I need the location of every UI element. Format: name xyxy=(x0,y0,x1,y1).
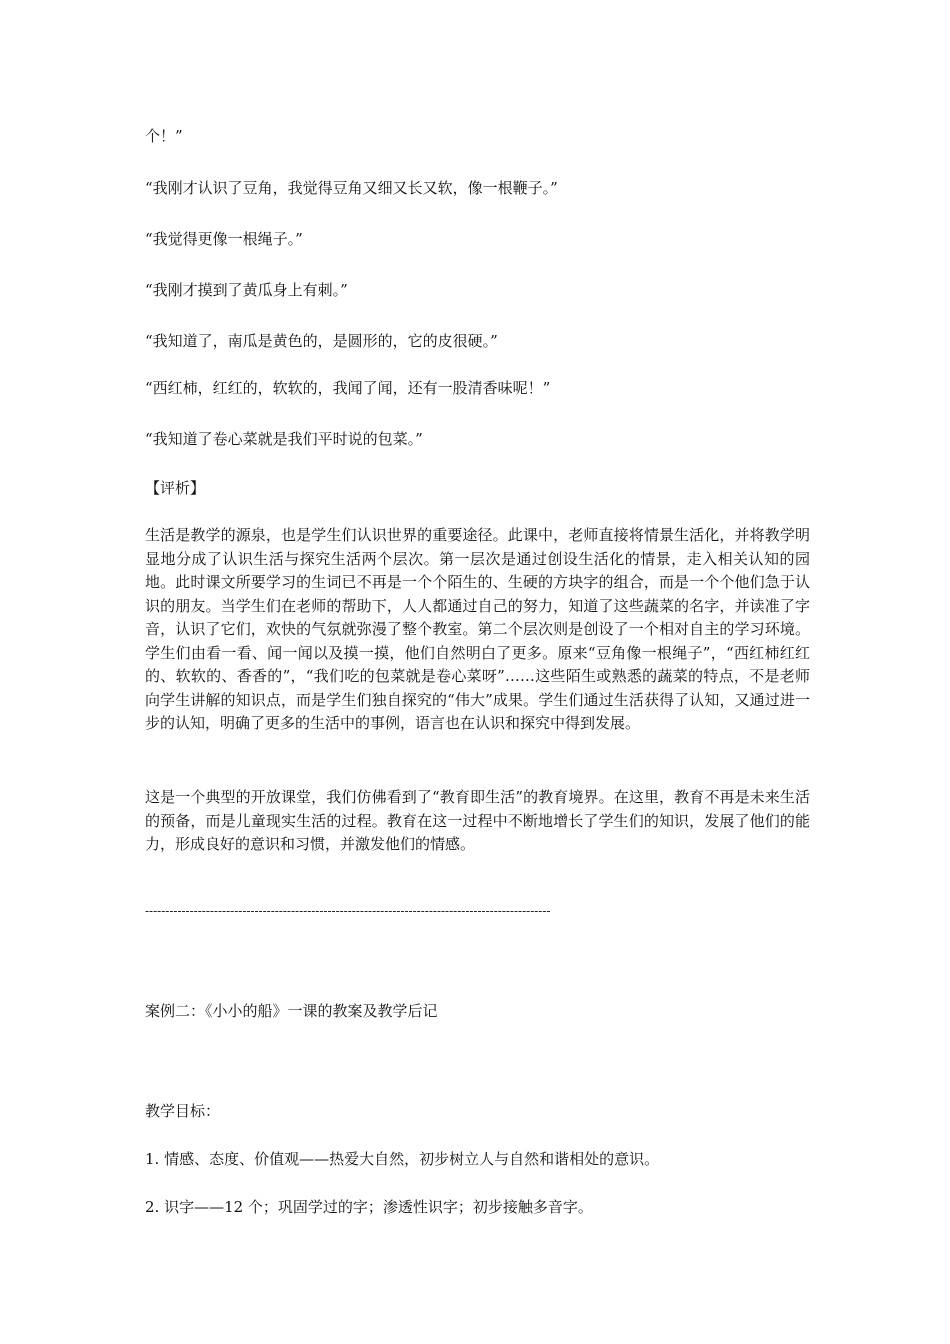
analysis-paragraph-1: 生活是教学的源泉，也是学生们认识世界的重要途径。此课中，老师直接将情景生活化，并将教学明显地分成了认识生活与探究生活两个层次。第一层次是通过创设生活化的情景，走入相关认知的园地。此时课文所要学习的生词已不再是一个个陌生的、生硬的方块字的组合，而是一个个他们急于认识的朋友。当学生们在老师的帮助下，人人都通过自己的努力，知道了这些蔬菜的名字，并读准了字音，认识了它们，欢快的气氛就弥漫了整个教室。第二个层次则是创设了一个相对自主的学习环境。学生们由看一看、闻一闻以及摸一摸，他们自然明白了更多。原来“豆角像一根绳子”，“西红柿红红的、软软的、香香的”，“我们吃的包菜就是卷心菜呀”……这些陌生或熟悉的蔬菜的特点，不是老师向学生讲解的知识点，而是学生们独自探究的“伟大”成果。学生们通过生活获得了认知，又通过进一步的认知，明确了更多的生活中的事例，语言也在认识和探究中得到发展。 xyxy=(145,526,810,732)
dialogue-line-1: 个！” xyxy=(145,127,183,145)
goal-item-2: 2. 识字——12 个；巩固学过的字；渗透性识字；初步接触多音字。 xyxy=(145,1198,593,1216)
goal-item-1: 1. 情感、态度、价值观——热爱大自然，初步树立人与自然和谐相处的意识。 xyxy=(145,1150,660,1168)
dialogue-line-5: “我知道了，南瓜是黄色的，是圆形的，它的皮很硬。” xyxy=(145,332,498,350)
goals-label: 教学目标： xyxy=(145,1102,221,1120)
analysis-paragraph-2: 这是一个典型的开放课堂，我们仿佛看到了“教育即生活”的教育境界。在这里，教育不再是未来生活的预备，而是儿童现实生活的过程。教育在这一过程中不断地增长了学生们的知识，发展了他们的能力，形成良好的意识和习惯，并激发他们的情感。 xyxy=(145,788,810,853)
dialogue-line-6: “西红柿，红红的，软软的，我闻了闻，还有一股清香味呢！” xyxy=(145,379,551,397)
dialogue-line-7: “我知道了卷心菜就是我们平时说的包菜。” xyxy=(145,430,423,448)
case-title: 案例二：《小小的船》一课的教案及教学后记 xyxy=(145,1002,438,1020)
dialogue-line-4: “我刚才摸到了黄瓜身上有刺。” xyxy=(145,281,348,299)
analysis-heading: 【评析】 xyxy=(145,479,206,497)
dialogue-line-3: “我觉得更像一根绳子。” xyxy=(145,230,303,248)
section-divider: ---------------------------------------------------------------------------------------------------- xyxy=(145,904,551,918)
dialogue-line-2: “我刚才认识了豆角，我觉得豆角又细又长又软，像一根鞭子。” xyxy=(145,179,558,197)
